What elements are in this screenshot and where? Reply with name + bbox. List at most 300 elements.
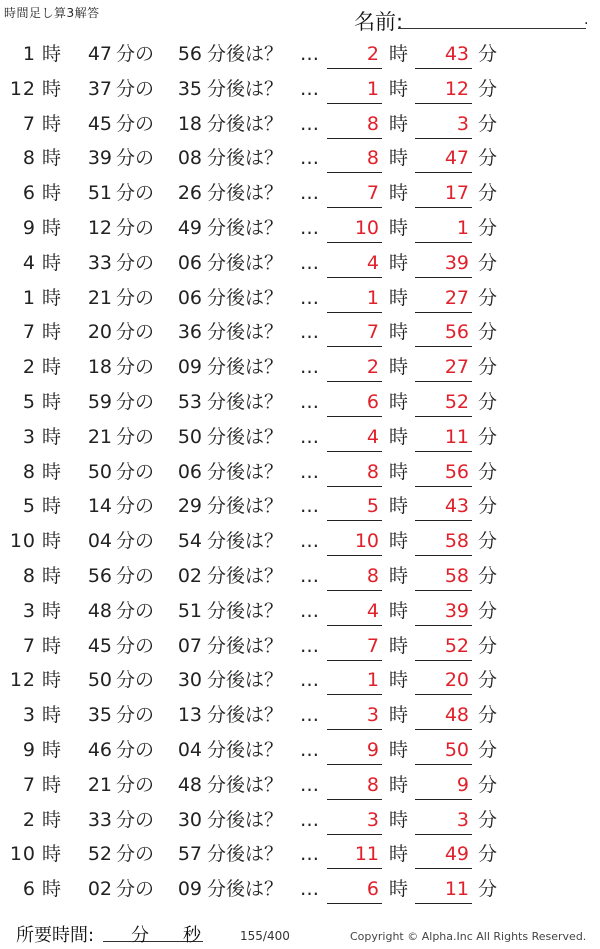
start-hour: 12 bbox=[9, 77, 36, 100]
start-hour: 9 bbox=[22, 738, 36, 761]
minute-of-unit: 分の bbox=[116, 599, 155, 622]
after-label: 分後は？ bbox=[207, 669, 284, 692]
answer-minute-unit: 分 bbox=[478, 773, 498, 796]
answer-hour-value: 8 bbox=[366, 564, 379, 587]
added-minutes: 54 bbox=[177, 530, 202, 553]
minute-of-unit: 分の bbox=[116, 286, 155, 309]
name-label: 名前: bbox=[354, 10, 404, 34]
hour-unit: 時 bbox=[42, 460, 62, 483]
answer-hour-field[interactable] bbox=[327, 666, 382, 695]
problem-row bbox=[0, 873, 600, 908]
ellipsis: … bbox=[300, 286, 320, 309]
answer-minute-unit: 分 bbox=[478, 251, 498, 274]
added-minutes: 04 bbox=[177, 738, 202, 761]
answer-minute-unit: 分 bbox=[478, 530, 498, 553]
answer-minute-field[interactable] bbox=[415, 423, 472, 452]
after-label: 分後は？ bbox=[207, 460, 284, 483]
ellipsis: … bbox=[300, 738, 320, 761]
ellipsis: … bbox=[300, 843, 320, 866]
answer-minute-unit: 分 bbox=[478, 599, 498, 622]
answer-hour-field[interactable] bbox=[327, 632, 382, 661]
answer-minute-unit: 分 bbox=[478, 182, 498, 205]
problem-row bbox=[0, 247, 600, 282]
answer-hour-value: 8 bbox=[366, 147, 379, 170]
after-label: 分後は？ bbox=[207, 390, 284, 413]
hour-unit: 時 bbox=[42, 669, 62, 692]
ellipsis: … bbox=[300, 77, 320, 100]
copyright: Copyright © Alpha.Inc All Rights Reserved. bbox=[350, 930, 587, 943]
answer-minute-unit: 分 bbox=[478, 216, 498, 239]
answer-hour-value: 8 bbox=[366, 773, 379, 796]
ellipsis: … bbox=[300, 182, 320, 205]
answer-hour-unit: 時 bbox=[389, 251, 409, 274]
answer-hour-field[interactable] bbox=[327, 249, 382, 278]
answer-hour-unit: 時 bbox=[389, 460, 409, 483]
after-label: 分後は？ bbox=[207, 704, 284, 727]
start-minute: 46 bbox=[87, 738, 112, 761]
answer-minute-field[interactable] bbox=[415, 144, 472, 173]
start-minute: 20 bbox=[87, 321, 112, 344]
minute-of-unit: 分の bbox=[116, 808, 155, 831]
ellipsis: … bbox=[300, 251, 320, 274]
hour-unit: 時 bbox=[42, 147, 62, 170]
ellipsis: … bbox=[300, 530, 320, 553]
after-label: 分後は？ bbox=[207, 77, 284, 100]
problem-row bbox=[0, 769, 600, 804]
minute-of-unit: 分の bbox=[116, 425, 155, 448]
start-minute: 45 bbox=[87, 112, 112, 135]
ellipsis: … bbox=[300, 704, 320, 727]
answer-hour-unit: 時 bbox=[389, 43, 409, 65]
ellipsis: … bbox=[300, 634, 320, 657]
answer-hour-unit: 時 bbox=[389, 634, 409, 657]
start-minute: 21 bbox=[87, 773, 112, 796]
minute-of-unit: 分の bbox=[116, 634, 155, 657]
problem-row bbox=[0, 142, 600, 177]
answer-hour-value: 4 bbox=[366, 251, 379, 274]
minute-of-unit: 分の bbox=[116, 773, 155, 796]
answer-hour-field[interactable] bbox=[327, 492, 382, 521]
added-minutes: 06 bbox=[177, 251, 202, 274]
answer-minute-unit: 分 bbox=[478, 425, 498, 448]
hour-unit: 時 bbox=[42, 356, 62, 379]
minute-of-unit: 分の bbox=[116, 147, 155, 170]
answer-hour-value: 7 bbox=[366, 182, 379, 205]
problem-row bbox=[0, 456, 600, 491]
ellipsis: … bbox=[300, 216, 320, 239]
added-minutes: 48 bbox=[177, 773, 202, 796]
start-hour: 6 bbox=[22, 182, 36, 205]
answer-hour-value: 3 bbox=[366, 704, 379, 727]
answer-hour-value: 5 bbox=[366, 495, 379, 518]
minute-of-unit: 分の bbox=[116, 390, 155, 413]
minute-of-unit: 分の bbox=[116, 216, 155, 239]
answer-minute-unit: 分 bbox=[478, 112, 498, 135]
added-minutes: 49 bbox=[177, 216, 202, 239]
answer-minute-field[interactable] bbox=[415, 492, 472, 521]
minute-of-unit: 分の bbox=[116, 251, 155, 274]
answer-minute-value: 39 bbox=[444, 251, 469, 274]
start-minute: 50 bbox=[87, 669, 112, 692]
answer-hour-unit: 時 bbox=[389, 216, 409, 239]
answer-minute-unit: 分 bbox=[478, 564, 498, 587]
start-hour: 7 bbox=[22, 634, 36, 657]
page-number: 155/400 bbox=[240, 929, 290, 943]
ellipsis: … bbox=[300, 43, 320, 65]
hour-unit: 時 bbox=[42, 77, 62, 100]
answer-hour-value: 8 bbox=[366, 112, 379, 135]
answer-minute-value: 49 bbox=[444, 843, 469, 866]
answer-minute-value: 48 bbox=[444, 704, 469, 727]
problem-row bbox=[0, 386, 600, 421]
hour-unit: 時 bbox=[42, 808, 62, 831]
start-minute: 18 bbox=[87, 356, 112, 379]
answer-hour-unit: 時 bbox=[389, 773, 409, 796]
added-minutes: 51 bbox=[177, 599, 202, 622]
hour-unit: 時 bbox=[42, 773, 62, 796]
answer-minute-unit: 分 bbox=[478, 495, 498, 518]
answer-hour-unit: 時 bbox=[389, 738, 409, 761]
hour-unit: 時 bbox=[42, 216, 62, 239]
hour-unit: 時 bbox=[42, 878, 62, 901]
answer-hour-unit: 時 bbox=[389, 77, 409, 100]
answer-minute-field[interactable] bbox=[415, 840, 472, 869]
start-hour: 10 bbox=[9, 530, 36, 553]
after-label: 分後は？ bbox=[207, 808, 284, 831]
after-label: 分後は？ bbox=[207, 182, 284, 205]
added-minutes: 53 bbox=[177, 390, 202, 413]
ellipsis: … bbox=[300, 773, 320, 796]
start-hour: 8 bbox=[22, 147, 36, 170]
added-minutes: 36 bbox=[177, 321, 202, 344]
answer-minute-unit: 分 bbox=[478, 634, 498, 657]
minute-of-unit: 分の bbox=[116, 77, 155, 100]
answer-hour-field[interactable] bbox=[327, 527, 382, 556]
hour-unit: 時 bbox=[42, 425, 62, 448]
problem-row bbox=[0, 630, 600, 665]
start-minute: 51 bbox=[87, 182, 112, 205]
answer-hour-field[interactable] bbox=[327, 284, 382, 313]
answer-hour-unit: 時 bbox=[389, 599, 409, 622]
answer-hour-value: 7 bbox=[366, 634, 379, 657]
answer-hour-value: 6 bbox=[366, 390, 379, 413]
answer-minute-value: 9 bbox=[456, 773, 469, 796]
answer-hour-value: 4 bbox=[366, 425, 379, 448]
after-label: 分後は？ bbox=[207, 530, 284, 553]
hour-unit: 時 bbox=[42, 634, 62, 657]
time-seconds-unit: 秒 bbox=[183, 925, 201, 946]
start-hour: 5 bbox=[22, 390, 36, 413]
problem-row bbox=[0, 804, 600, 839]
start-hour: 1 bbox=[22, 286, 36, 309]
answer-minute-field[interactable] bbox=[415, 318, 472, 347]
hour-unit: 時 bbox=[42, 599, 62, 622]
answer-minute-field[interactable] bbox=[415, 632, 472, 661]
answer-hour-field[interactable] bbox=[327, 875, 382, 904]
answer-minute-value: 12 bbox=[444, 77, 469, 100]
after-label: 分後は？ bbox=[207, 495, 284, 518]
ellipsis: … bbox=[300, 669, 320, 692]
start-minute: 45 bbox=[87, 634, 112, 657]
answer-minute-field[interactable] bbox=[415, 353, 472, 382]
start-minute: 12 bbox=[87, 216, 112, 239]
after-label: 分後は？ bbox=[207, 878, 284, 901]
hour-unit: 時 bbox=[42, 390, 62, 413]
answer-minute-value: 52 bbox=[444, 390, 469, 413]
answer-hour-unit: 時 bbox=[389, 182, 409, 205]
after-label: 分後は？ bbox=[207, 843, 284, 866]
answer-hour-unit: 時 bbox=[389, 112, 409, 135]
answer-minute-field[interactable] bbox=[415, 597, 472, 626]
answer-hour-field[interactable] bbox=[327, 144, 382, 173]
answer-hour-unit: 時 bbox=[389, 878, 409, 901]
start-hour: 7 bbox=[22, 321, 36, 344]
minute-of-unit: 分の bbox=[116, 704, 155, 727]
problem-row bbox=[0, 212, 600, 247]
added-minutes: 06 bbox=[177, 460, 202, 483]
answer-minute-unit: 分 bbox=[478, 321, 498, 344]
answer-minute-field[interactable] bbox=[415, 666, 472, 695]
hour-unit: 時 bbox=[42, 251, 62, 274]
problem-row bbox=[0, 838, 600, 873]
answer-hour-unit: 時 bbox=[389, 808, 409, 831]
time-minutes-unit: 分 bbox=[131, 925, 149, 946]
answer-hour-field[interactable] bbox=[327, 562, 382, 591]
ellipsis: … bbox=[300, 425, 320, 448]
ellipsis: … bbox=[300, 147, 320, 170]
after-label: 分後は？ bbox=[207, 564, 284, 587]
time-required-label: 所要時間: bbox=[16, 925, 95, 946]
hour-unit: 時 bbox=[42, 286, 62, 309]
answer-minute-value: 58 bbox=[444, 530, 469, 553]
answer-minute-field[interactable] bbox=[415, 75, 472, 104]
answer-minute-unit: 分 bbox=[478, 43, 498, 65]
answer-hour-field[interactable] bbox=[327, 318, 382, 347]
minute-of-unit: 分の bbox=[116, 182, 155, 205]
answer-minute-value: 11 bbox=[444, 878, 469, 901]
minute-of-unit: 分の bbox=[116, 495, 155, 518]
answer-hour-unit: 時 bbox=[389, 669, 409, 692]
answer-minute-field[interactable] bbox=[415, 875, 472, 904]
ellipsis: … bbox=[300, 390, 320, 413]
answer-minute-unit: 分 bbox=[478, 356, 498, 379]
answer-minute-field[interactable] bbox=[415, 214, 472, 243]
problem-row bbox=[0, 734, 600, 769]
added-minutes: 02 bbox=[177, 564, 202, 587]
answer-hour-value: 10 bbox=[354, 216, 379, 239]
name-field-line[interactable] bbox=[398, 28, 586, 29]
answer-minute-value: 56 bbox=[444, 460, 469, 483]
answer-hour-field[interactable] bbox=[327, 214, 382, 243]
minute-of-unit: 分の bbox=[116, 878, 155, 901]
answer-minute-value: 43 bbox=[444, 43, 469, 65]
added-minutes: 35 bbox=[177, 77, 202, 100]
answer-minute-value: 27 bbox=[444, 286, 469, 309]
problem-row bbox=[0, 490, 600, 525]
answer-minute-value: 52 bbox=[444, 634, 469, 657]
start-minute: 37 bbox=[87, 77, 112, 100]
answer-minute-field[interactable] bbox=[415, 527, 472, 556]
added-minutes: 08 bbox=[177, 147, 202, 170]
answer-minute-value: 3 bbox=[456, 112, 469, 135]
answer-minute-field[interactable] bbox=[415, 458, 472, 487]
problem-row bbox=[0, 108, 600, 143]
answer-hour-value: 1 bbox=[366, 77, 379, 100]
added-minutes: 50 bbox=[177, 425, 202, 448]
answer-minute-unit: 分 bbox=[478, 669, 498, 692]
answer-minute-field[interactable] bbox=[415, 40, 472, 69]
answer-hour-value: 3 bbox=[366, 808, 379, 831]
start-minute: 47 bbox=[87, 43, 112, 65]
minute-of-unit: 分の bbox=[116, 669, 155, 692]
worksheet-title: 時間足し算3解答 bbox=[4, 6, 100, 20]
answer-minute-field[interactable] bbox=[415, 736, 472, 765]
problem-row bbox=[0, 38, 600, 73]
answer-hour-field[interactable] bbox=[327, 597, 382, 626]
added-minutes: 07 bbox=[177, 634, 202, 657]
ellipsis: … bbox=[300, 460, 320, 483]
minute-of-unit: 分の bbox=[116, 843, 155, 866]
ellipsis: … bbox=[300, 495, 320, 518]
added-minutes: 26 bbox=[177, 182, 202, 205]
answer-hour-field[interactable] bbox=[327, 736, 382, 765]
answer-hour-unit: 時 bbox=[389, 495, 409, 518]
added-minutes: 29 bbox=[177, 495, 202, 518]
hour-unit: 時 bbox=[42, 530, 62, 553]
answer-minute-value: 50 bbox=[444, 738, 469, 761]
start-minute: 33 bbox=[87, 808, 112, 831]
added-minutes: 18 bbox=[177, 112, 202, 135]
start-minute: 48 bbox=[87, 599, 112, 622]
answer-minute-field[interactable] bbox=[415, 179, 472, 208]
after-label: 分後は？ bbox=[207, 738, 284, 761]
answer-minute-unit: 分 bbox=[478, 738, 498, 761]
hour-unit: 時 bbox=[42, 43, 62, 65]
hour-unit: 時 bbox=[42, 495, 62, 518]
answer-hour-value: 2 bbox=[366, 356, 379, 379]
problem-row bbox=[0, 421, 600, 456]
answer-hour-field[interactable] bbox=[327, 423, 382, 452]
answer-minute-unit: 分 bbox=[478, 286, 498, 309]
name-field-end: . bbox=[584, 12, 589, 28]
answer-minute-field[interactable] bbox=[415, 388, 472, 417]
minute-of-unit: 分の bbox=[116, 530, 155, 553]
hour-unit: 時 bbox=[42, 738, 62, 761]
answer-hour-value: 1 bbox=[366, 669, 379, 692]
problem-row bbox=[0, 664, 600, 699]
answer-hour-field[interactable] bbox=[327, 353, 382, 382]
answer-hour-field[interactable] bbox=[327, 388, 382, 417]
after-label: 分後は？ bbox=[207, 286, 284, 309]
start-hour: 9 bbox=[22, 216, 36, 239]
answer-minute-field[interactable] bbox=[415, 110, 472, 139]
answer-minute-unit: 分 bbox=[478, 808, 498, 831]
start-minute: 21 bbox=[87, 286, 112, 309]
answer-hour-value: 1 bbox=[366, 286, 379, 309]
start-hour: 7 bbox=[22, 773, 36, 796]
after-label: 分後は？ bbox=[207, 634, 284, 657]
start-hour: 5 bbox=[22, 495, 36, 518]
answer-minute-unit: 分 bbox=[478, 843, 498, 866]
after-label: 分後は？ bbox=[207, 147, 284, 170]
start-minute: 04 bbox=[87, 530, 112, 553]
after-label: 分後は？ bbox=[207, 321, 284, 344]
answer-hour-value: 4 bbox=[366, 599, 379, 622]
minute-of-unit: 分の bbox=[116, 738, 155, 761]
minute-of-unit: 分の bbox=[116, 460, 155, 483]
problem-row bbox=[0, 525, 600, 560]
answer-minute-value: 17 bbox=[444, 182, 469, 205]
answer-minute-field[interactable] bbox=[415, 771, 472, 800]
answer-minute-field[interactable] bbox=[415, 806, 472, 835]
answer-minute-value: 1 bbox=[456, 216, 469, 239]
start-minute: 52 bbox=[87, 843, 112, 866]
hour-unit: 時 bbox=[42, 112, 62, 135]
answer-minute-value: 58 bbox=[444, 564, 469, 587]
after-label: 分後は？ bbox=[207, 599, 284, 622]
start-hour: 10 bbox=[9, 843, 36, 866]
problem-row bbox=[0, 316, 600, 351]
answer-hour-unit: 時 bbox=[389, 530, 409, 553]
answer-minute-value: 39 bbox=[444, 599, 469, 622]
answer-minute-unit: 分 bbox=[478, 460, 498, 483]
start-hour: 3 bbox=[22, 425, 36, 448]
answer-minute-unit: 分 bbox=[478, 878, 498, 901]
start-hour: 8 bbox=[22, 564, 36, 587]
answer-hour-unit: 時 bbox=[389, 321, 409, 344]
answer-minute-unit: 分 bbox=[478, 390, 498, 413]
answer-hour-field[interactable] bbox=[327, 110, 382, 139]
minute-of-unit: 分の bbox=[116, 356, 155, 379]
ellipsis: … bbox=[300, 112, 320, 135]
added-minutes: 06 bbox=[177, 286, 202, 309]
start-minute: 39 bbox=[87, 147, 112, 170]
added-minutes: 30 bbox=[177, 669, 202, 692]
answer-minute-field[interactable] bbox=[415, 249, 472, 278]
answer-minute-field[interactable] bbox=[415, 562, 472, 591]
answer-hour-field[interactable] bbox=[327, 75, 382, 104]
start-minute: 56 bbox=[87, 564, 112, 587]
start-minute: 33 bbox=[87, 251, 112, 274]
hour-unit: 時 bbox=[42, 704, 62, 727]
answer-hour-value: 9 bbox=[366, 738, 379, 761]
added-minutes: 13 bbox=[177, 704, 202, 727]
answer-minute-value: 11 bbox=[444, 425, 469, 448]
answer-hour-field[interactable] bbox=[327, 458, 382, 487]
answer-hour-unit: 時 bbox=[389, 564, 409, 587]
answer-hour-field[interactable] bbox=[327, 179, 382, 208]
answer-minute-value: 47 bbox=[444, 147, 469, 170]
answer-minute-field[interactable] bbox=[415, 284, 472, 313]
problem-row bbox=[0, 595, 600, 630]
start-minute: 35 bbox=[87, 704, 112, 727]
answer-hour-value: 10 bbox=[354, 530, 379, 553]
answer-hour-value: 7 bbox=[366, 321, 379, 344]
hour-unit: 時 bbox=[42, 182, 62, 205]
answer-hour-field[interactable] bbox=[327, 806, 382, 835]
after-label: 分後は？ bbox=[207, 251, 284, 274]
ellipsis: … bbox=[300, 356, 320, 379]
start-hour: 12 bbox=[9, 669, 36, 692]
answer-hour-field[interactable] bbox=[327, 771, 382, 800]
after-label: 分後は？ bbox=[207, 43, 284, 65]
answer-hour-field[interactable] bbox=[327, 840, 382, 869]
answer-hour-unit: 時 bbox=[389, 390, 409, 413]
answer-hour-value: 2 bbox=[366, 43, 379, 65]
answer-hour-field[interactable] bbox=[327, 40, 382, 69]
answer-minute-field[interactable] bbox=[415, 701, 472, 730]
answer-hour-field[interactable] bbox=[327, 701, 382, 730]
